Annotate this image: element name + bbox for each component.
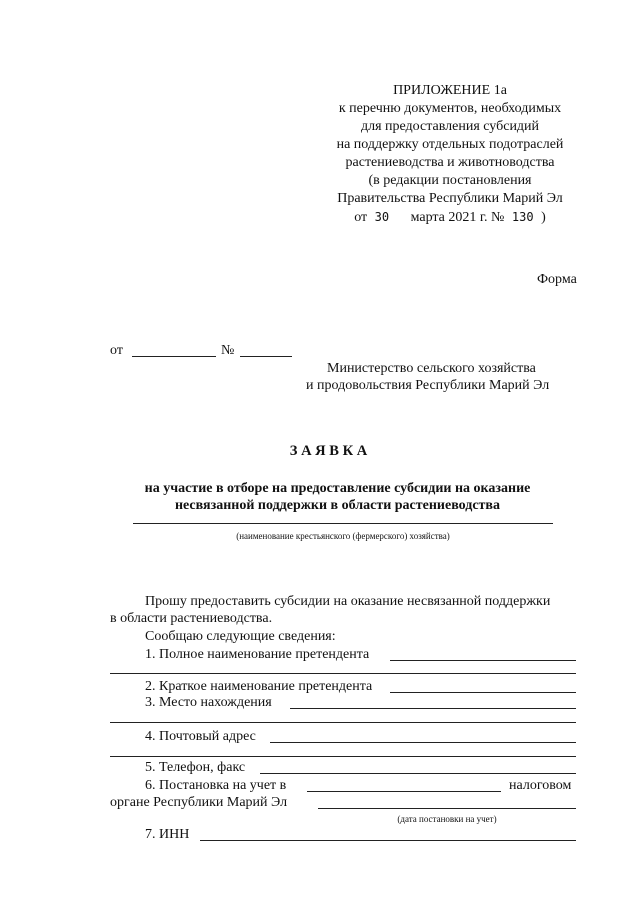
inn-field[interactable]: [200, 840, 576, 841]
recipient-line: и продовольствия Республики Марий Эл: [306, 378, 550, 393]
full-name-field-continued[interactable]: [110, 673, 576, 674]
short-name-field[interactable]: [390, 692, 576, 693]
appendix-line: растениеводства и животноводства: [345, 155, 555, 170]
from-label: от: [110, 343, 123, 358]
appendix-line: для предоставления субсидий: [360, 119, 540, 134]
appendix-title: ПРИЛОЖЕНИЕ 1а: [393, 83, 507, 98]
postal-field-continued[interactable]: [110, 756, 576, 757]
field-label-full-name: 1. Полное наименование претендента: [145, 647, 370, 662]
date-text: марта 2021 г. №: [410, 210, 505, 225]
subtitle-line: на участие в отборе на предоставление субсидии на оказание: [144, 481, 531, 496]
form-label: Форма: [537, 272, 577, 287]
date-day: 30: [374, 210, 390, 224]
phone-field[interactable]: [260, 773, 576, 774]
registration-tax-label: налоговом: [509, 778, 572, 793]
appendix-line: к перечню документов, необходимых: [338, 101, 562, 116]
registration-organ-field[interactable]: [318, 808, 576, 809]
postal-field[interactable]: [270, 742, 576, 743]
field-label-phone: 5. Телефон, факс: [145, 760, 246, 775]
field-label-location: 3. Место нахождения: [145, 695, 272, 710]
request-text: в области растениеводства.: [110, 611, 273, 626]
registration-caption: (дата постановки на учет): [397, 814, 497, 824]
appendix-line: (в редакции постановления: [368, 173, 532, 188]
field-label-registration: 6. Постановка на учет в: [145, 778, 287, 793]
location-field[interactable]: [290, 708, 576, 709]
document-title: З А Я В К А: [289, 443, 368, 459]
number-field[interactable]: [240, 356, 292, 357]
date-number: 130: [511, 210, 534, 224]
info-intro: Сообщаю следующие сведения:: [145, 629, 336, 644]
subtitle-line: несвязанной поддержки в области растениеводства: [174, 498, 500, 513]
appendix-line: на поддержку отдельных подотраслей: [336, 137, 564, 152]
from-date-field[interactable]: [132, 356, 216, 357]
field-label-short-name: 2. Краткое наименование претендента: [145, 679, 373, 694]
org-name-field[interactable]: [133, 523, 553, 524]
appendix-date-line: [300, 208, 600, 226]
number-label: №: [221, 343, 235, 358]
org-name-caption: (наименование крестьянского (фермерского) хозяйства): [236, 531, 450, 541]
field-label-inn: 7. ИНН: [145, 827, 190, 842]
registration-date-field[interactable]: [307, 791, 501, 792]
location-field-continued[interactable]: [110, 722, 576, 723]
request-text: Прошу предоставить субсидии на оказание несвязанной поддержки: [145, 594, 551, 609]
recipient-line: Министерство сельского хозяйства: [327, 361, 536, 376]
registration-organ-label: органе Республики Марий Эл: [110, 795, 288, 810]
appendix-line: Правительства Республики Марий Эл: [337, 191, 563, 206]
date-suffix: ): [541, 210, 546, 225]
full-name-field[interactable]: [390, 660, 576, 661]
date-prefix: от: [354, 210, 368, 225]
appendix-block: [300, 82, 600, 226]
field-label-postal: 4. Почтовый адрес: [145, 729, 256, 744]
